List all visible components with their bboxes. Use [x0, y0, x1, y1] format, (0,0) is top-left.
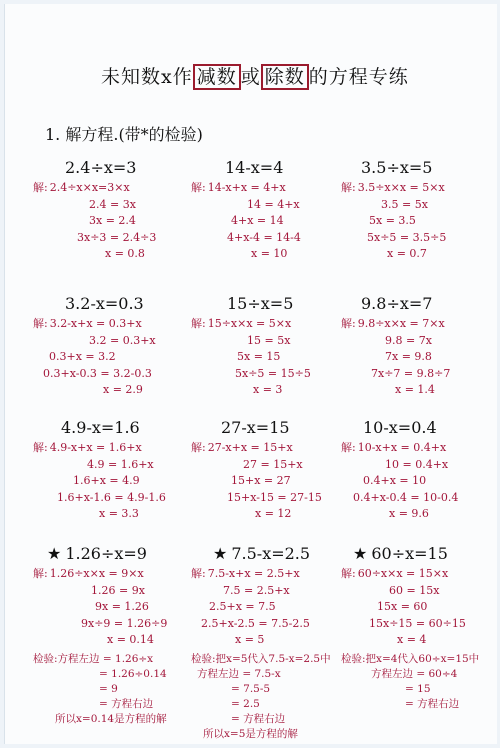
solve-label: 解: [341, 317, 356, 330]
solve-label: 解: [191, 567, 206, 580]
solution-step: 7x = 9.8 [385, 350, 432, 363]
problem-cell [191, 292, 339, 399]
solution-step: 3x = 2.4 [89, 214, 136, 227]
solution-step: 2.5+x-2.5 = 7.5-2.5 [201, 616, 310, 630]
problem-cell [33, 292, 181, 399]
solution-step: 3.2 = 0.3+x [89, 333, 156, 347]
problem-equation: 4.9-x=1.6 [61, 418, 140, 437]
solution-step: 7.5 = 2.5+x [223, 583, 290, 597]
solution-step [341, 316, 489, 333]
worksheet-title [101, 62, 409, 89]
solution-step: x = 12 [255, 507, 292, 520]
solution-step: 9x÷9 = 1.26÷9 [81, 616, 168, 630]
solution-step: 5x÷5 = 3.5÷5 [367, 230, 447, 244]
check-line: = 1.26÷0.14 [99, 667, 167, 680]
solution-step: 15+x-15 = 27-15 [227, 490, 322, 504]
worksheet-page [4, 4, 497, 744]
solution-step: 15+x = 27 [231, 474, 291, 487]
check-line: = 方程右边 [405, 697, 460, 710]
equation-text: 7.5-x=2.5 [231, 544, 311, 563]
solution-step: 5x÷5 = 15÷5 [235, 366, 311, 380]
title-boxed-subtrahend: 减数 [193, 64, 241, 90]
solution-step: x = 3 [253, 383, 283, 396]
step-text: 3.5÷x×x = 5×x [357, 181, 445, 194]
solution-step: x = 0.8 [105, 247, 145, 260]
solution-step: x = 5 [235, 633, 265, 646]
equation-text: 60÷x=15 [371, 544, 448, 563]
step-text: 15÷x×x = 5×x [207, 317, 292, 330]
solve-label: 解: [191, 317, 206, 330]
solution-step: 4+x = 14 [231, 214, 284, 227]
check-line: = 9 [99, 682, 118, 695]
check-line: 所以x=0.14是方程的解 [55, 712, 167, 725]
solution-step: 1.6+x-1.6 = 4.9-1.6 [57, 490, 166, 504]
solution-step: x = 0.14 [107, 633, 154, 646]
problem-cell [191, 156, 339, 263]
solution-step: 0.3+x = 3.2 [49, 350, 116, 363]
problem-equation: 15÷x=5 [227, 294, 294, 313]
check-line: = 方程右边 [99, 697, 154, 710]
problem-equation: 2.4÷x=3 [65, 158, 137, 177]
solve-label: 解: [341, 181, 356, 194]
solution-step: x = 3.3 [99, 507, 139, 520]
solve-label: 解: [33, 181, 48, 194]
solution-step: 1.26 = 9x [91, 583, 145, 597]
step-text: 9.8÷x×x = 7×x [357, 317, 445, 330]
solution-step: x = 2.9 [103, 383, 143, 396]
title-suffix: 的方程专练 [308, 66, 409, 88]
problem-equation [341, 542, 489, 566]
solution-step: 5x = 15 [237, 350, 281, 363]
problem-equation [191, 542, 339, 566]
step-text: 60÷x×x = 15×x [357, 567, 449, 580]
solution-step: 4.9 = 1.6+x [87, 457, 154, 471]
step-text: 10-x+x = 0.4+x [357, 441, 447, 454]
solution-step [341, 180, 489, 197]
solution-step [341, 440, 489, 457]
problem-cell [191, 416, 339, 523]
solution-step [33, 316, 181, 333]
step-text: 3.2-x+x = 0.3+x [49, 317, 142, 330]
problem-cell [341, 416, 489, 523]
solution-step [191, 440, 339, 457]
problem-equation: 10-x=0.4 [363, 418, 437, 437]
check-line: = 7.5-5 [231, 682, 271, 695]
solution-step: x = 0.7 [387, 247, 427, 260]
solution-step [33, 180, 181, 197]
problem-equation: 27-x=15 [221, 418, 290, 437]
solve-label: 解: [191, 441, 206, 454]
solution-step: x = 4 [397, 633, 427, 646]
title-prefix: 未知数x作 [101, 66, 193, 88]
solution-step [33, 440, 181, 457]
check-line: 检验:把x=5代入7.5-x=2.5中 [191, 652, 331, 665]
solve-label: 解: [33, 441, 48, 454]
step-text: 14-x+x = 4+x [207, 181, 286, 194]
step-text: 4.9-x+x = 1.6+x [49, 441, 142, 454]
star-icon: ★ [213, 544, 228, 563]
solution-step: 15x÷15 = 60÷15 [369, 616, 466, 630]
problem-equation [33, 542, 181, 566]
solution-step: 3x÷3 = 2.4÷3 [77, 230, 157, 244]
problem-cell [33, 156, 181, 263]
section-heading: 1. 解方程.(带*的检验) [45, 125, 203, 144]
check-line: 所以x=5是方程的解 [203, 727, 298, 740]
solution-step [191, 180, 339, 197]
solution-step: 60 = 15x [389, 583, 440, 597]
solution-step: x = 9.6 [389, 507, 429, 520]
problem-equation: 14-x=4 [225, 158, 284, 177]
check-line: 检验:把x=4代入60÷x=15中 [341, 652, 480, 665]
solution-step [33, 566, 181, 583]
solution-step: 9.8 = 7x [385, 333, 432, 347]
solution-step: 2.4 = 3x [89, 197, 136, 211]
check-line: 检验:方程左边 = 1.26÷x [33, 652, 154, 665]
step-text: 27-x+x = 15+x [207, 441, 293, 454]
problem-equation: 3.5÷x=5 [361, 158, 433, 177]
title-boxed-divisor: 除数 [261, 64, 309, 90]
solution-step: 2.5+x = 7.5 [209, 600, 276, 613]
equation-text: 1.26÷x=9 [65, 544, 147, 563]
solution-step: 0.4+x-0.4 = 10-0.4 [353, 490, 459, 504]
solve-label: 解: [33, 567, 48, 580]
problem-cell [341, 292, 489, 399]
solution-step [341, 566, 489, 583]
step-text: 7.5-x+x = 2.5+x [207, 567, 300, 580]
solution-step: 10 = 0.4+x [385, 457, 449, 471]
check-line: 方程左边 = 7.5-x [197, 667, 281, 680]
star-icon: ★ [353, 544, 368, 563]
title-or: 或 [240, 66, 261, 88]
solution-step: 9x = 1.26 [95, 600, 149, 613]
solution-step: 1.6+x = 4.9 [73, 474, 140, 487]
check-line: 方程左边 = 60÷4 [371, 667, 458, 680]
problem-cell [191, 542, 339, 742]
problem-equation: 3.2-x=0.3 [65, 294, 144, 313]
solution-step [191, 566, 339, 583]
check-line: = 2.5 [231, 697, 260, 710]
solution-step: 27 = 15+x [243, 457, 303, 471]
solve-label: 解: [33, 317, 48, 330]
step-text: 1.26÷x×x = 9×x [49, 567, 144, 580]
problem-cell [33, 542, 181, 727]
solution-step: 5x = 3.5 [369, 214, 416, 227]
solution-step: x = 10 [251, 247, 288, 260]
problem-cell [33, 416, 181, 523]
solve-label: 解: [341, 441, 356, 454]
problem-cell [341, 156, 489, 263]
check-line: = 方程右边 [231, 712, 286, 725]
solution-step: 15 = 5x [247, 333, 291, 347]
step-text: 2.4÷x×x=3×x [49, 181, 130, 194]
solution-step: 14 = 4+x [247, 197, 300, 211]
solve-label: 解: [191, 181, 206, 194]
solution-step: 3.5 = 5x [381, 197, 428, 211]
solution-step: 4+x-4 = 14-4 [227, 230, 301, 244]
solution-step: x = 1.4 [395, 383, 435, 396]
check-line: = 15 [405, 682, 431, 695]
problem-equation: 9.8÷x=7 [361, 294, 433, 313]
solution-step [191, 316, 339, 333]
problem-cell [341, 542, 489, 712]
solution-step: 0.3+x-0.3 = 3.2-0.3 [43, 366, 152, 380]
solution-step: 15x = 60 [377, 600, 428, 613]
solve-label: 解: [341, 567, 356, 580]
solution-step: 7x÷7 = 9.8÷7 [371, 366, 451, 380]
solution-step: 0.4+x = 10 [363, 474, 427, 487]
star-icon: ★ [47, 544, 62, 563]
